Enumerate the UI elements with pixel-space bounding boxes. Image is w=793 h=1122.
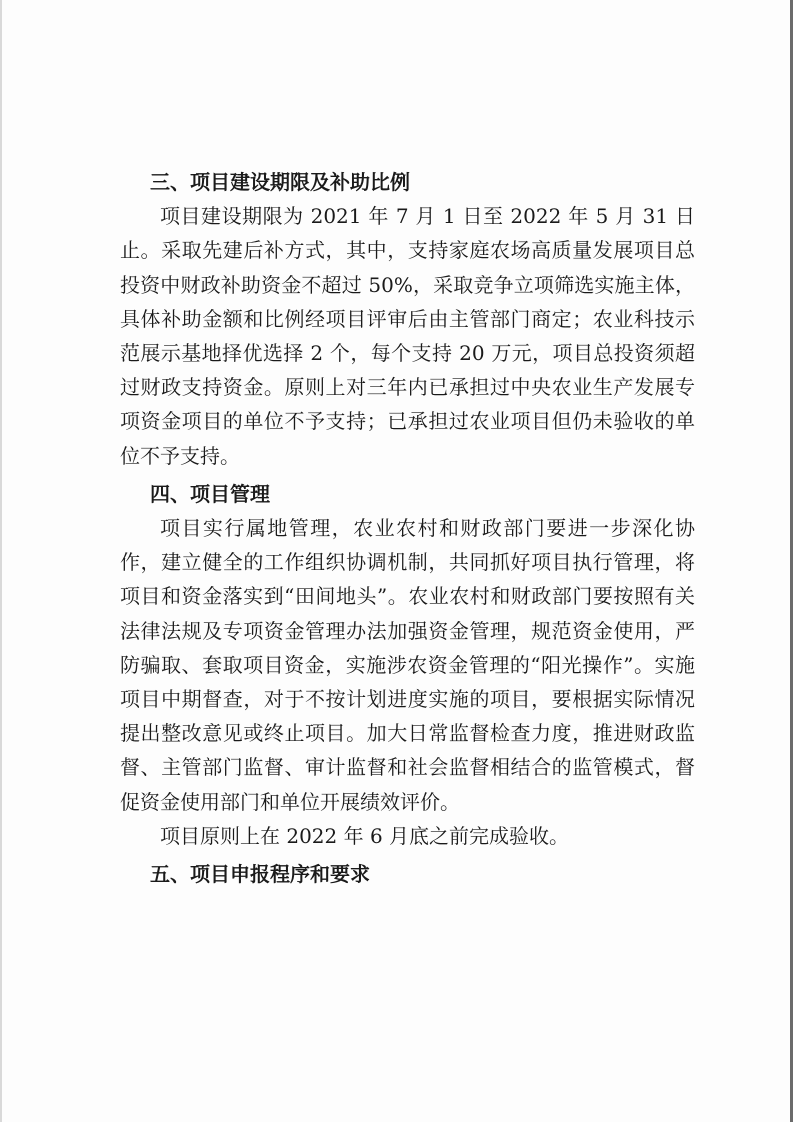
document-body xyxy=(120,165,695,891)
section-heading-3: 三、项目建设期限及补助比例 xyxy=(150,170,410,194)
section-heading-4: 四、项目管理 xyxy=(150,481,270,506)
section-3-paragraph: 项目建设期限为 2021 年 7 月 1 日至 2022 年 5 月 31 日止。采取先建后补方式，其中，支持家庭农场高质量发展项目总投资中财政补助资金不超过 50%，采取竞争立项筛选实施主体，具体补助金额和比例经项目评审后由主管部门商定；农业科技示范展示基地择优选择 2 个，每个支持 20 万元，项目总投资须超过财政支持资金。原则上对三年内已承担过中央农业生产发展专项资金项目的单位不予支持；已承担过农业项目但仍未验收的单位不予支持。 xyxy=(120,204,695,468)
section-4-paragraph-1: 项目实行属地管理，农业农村和财政部门要进一步深化协作，建立健全的工作组织协调机制，共同抓好项目执行管理，将项目和资金落实到“田间地头”。农业农村和财政部门要按照有关法律法规及专项资金管理办法加强资金管理，规范资金使用，严防骗取、套取项目资金，实施涉农资金管理的“阳光操作”。实施项目中期督查，对于不按计划进度实施的项目，要根据实际情况提出整改意见或终止项目。加大日常监督检查力度，推进财政监督、主管部门监督、审计监督和社会监督相结合的监管模式，督促资金使用部门和单位开展绩效评价。 xyxy=(120,516,695,814)
section-4-paragraph-2: 项目原则上在 2022 年 6 月底之前完成验收。 xyxy=(160,823,570,848)
section-heading-5: 五、项目申报程序和要求 xyxy=(150,862,370,887)
